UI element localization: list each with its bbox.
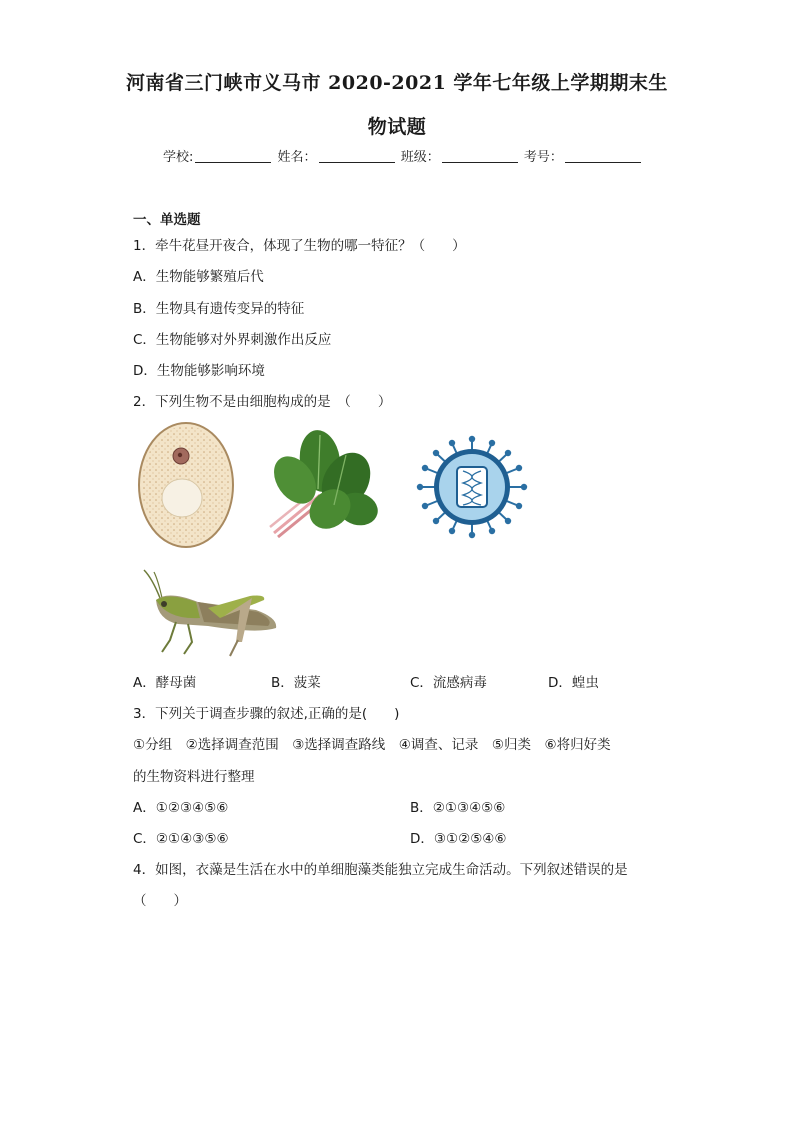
exam-number-blank[interactable] (565, 149, 641, 163)
q3-option-b: B．②①③④⑤⑥ (410, 800, 506, 816)
name-blank[interactable] (319, 149, 395, 163)
q4-stem: 4．如图，衣藻是生活在水中的单细胞藻类能独立完成生命活动。下列叙述错误的是 (133, 862, 628, 878)
q3-stem-line3: 的生物资料进行整理 (133, 769, 255, 785)
q2-option-a: A．酵母菌 (133, 675, 197, 691)
q4-stem-line2: （ ） (133, 893, 187, 909)
q3-option-d: D．③①②⑤④⑥ (410, 831, 507, 847)
grasshopper-icon (138, 568, 288, 660)
q1-option-a: A．生物能够繁殖后代 (133, 269, 264, 285)
class-blank[interactable] (442, 149, 518, 163)
school-blank[interactable] (195, 149, 271, 163)
virus-icon (415, 435, 530, 540)
q1-option-b: B．生物具有遗传变异的特征 (133, 301, 305, 317)
q2-stem: 2．下列生物不是由细胞构成的是 （ ） (133, 394, 392, 410)
student-info-row (163, 146, 643, 165)
yeast-cell-icon (136, 420, 236, 550)
exam-title-line1: 河南省三门峡市义马市 2020-2021 学年七年级上学期期末生 (126, 72, 668, 94)
school-label: 学校: (163, 150, 194, 165)
class-label: 班级： (400, 150, 440, 165)
q3-stem: 3．下列关于调查步骤的叙述,正确的是( ) (133, 706, 400, 722)
spinach-icon (260, 425, 380, 550)
section-heading: 一、单选题 (133, 212, 201, 228)
q1-option-d: D．生物能够影响环境 (133, 363, 265, 379)
exam-title-line2: 物试题 (367, 116, 427, 138)
exam-number-label: 考号： (523, 150, 563, 165)
q3-option-a: A．①②③④⑤⑥ (133, 800, 229, 816)
q2-option-b: B．菠菜 (271, 675, 321, 691)
q3-option-c: C．②①④③⑤⑥ (133, 831, 229, 847)
q1-option-c: C．生物能够对外界刺激作出反应 (133, 332, 332, 348)
q2-option-d: D．蝗虫 (548, 675, 599, 691)
q1-stem: 1．牵牛花昼开夜合，体现了生物的哪一特征？（ ） (133, 238, 466, 254)
q2-option-c: C．流感病毒 (410, 675, 487, 691)
q3-stem-line2: ①分组 ②选择调查范围 ③选择调查路线 ④调查、记录 ⑤归类 ⑥将归好类 (133, 737, 611, 753)
name-label: 姓名： (277, 150, 317, 165)
